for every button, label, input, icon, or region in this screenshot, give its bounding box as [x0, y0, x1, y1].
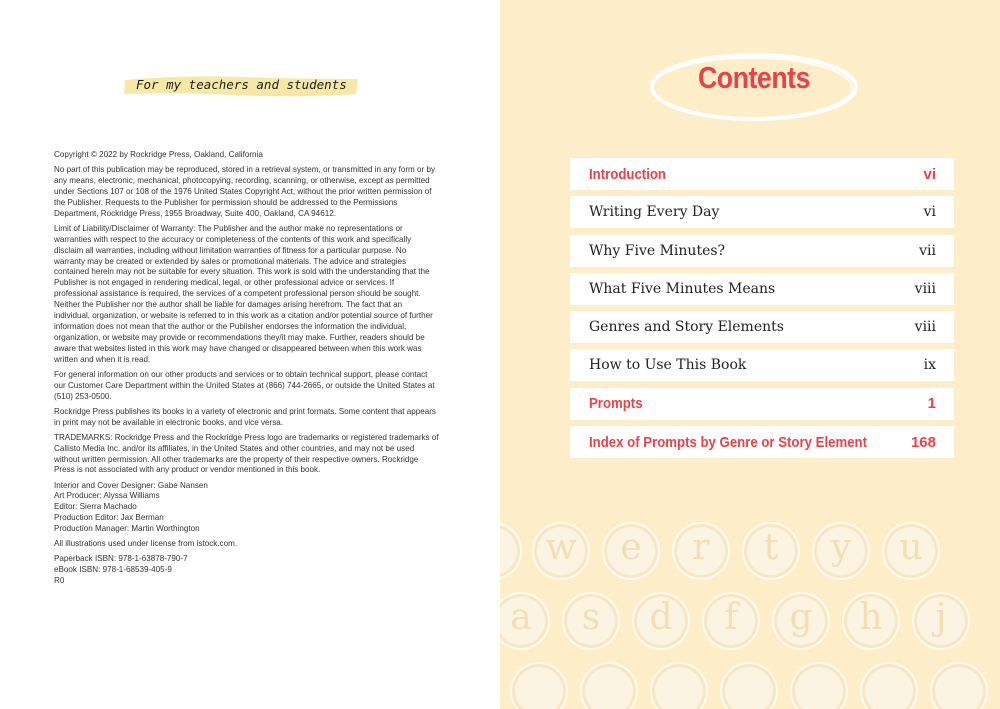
toc-label: Introduction [589, 165, 666, 183]
typewriter-key: h [842, 592, 900, 650]
credit-line: Interior and Cover Designer: Gabe Nansen [54, 480, 208, 490]
page-title: Contents [697, 60, 811, 95]
formats-notice: Rockridge Press publishes its books in a variety of electronic and print formats. Some content that appears in print may not be available in electronic books, and vice versa. [54, 406, 436, 427]
copyright-line: Copyright © 2022 by Rockridge Press, Oakland, California [54, 150, 263, 159]
toc-entry-how-to-use-this-book[interactable] [570, 349, 954, 381]
reproduction-notice: No part of this publication may be reproduced, stored in a retrieval system, or transmitted in any form or by any means, electronic, mechanical, photocopying, recording, scanning, or otherwise, except as permitted under Sections 107 or 108 of the 1976 United States Copyright Act, without the prior written permission of the Publisher. Requests to the Publisher for permission should be addressed to the Permissions Department, Rockridge Press, 1955 Broadway, Suite 400, Oakland, CA 94612. [54, 165, 436, 218]
toc-label: Index of Prompts by Genre or Story Element [589, 433, 867, 451]
typewriter-key: u [882, 522, 940, 580]
general-info: For general information on our other products and services or to obtain technical support, please contact our Customer Care Department within the United States at (866) 744-2665, or outside the United States at (510) 253-0500. [54, 369, 435, 401]
toc-page-number: vi [923, 165, 936, 183]
typewriter-key: w [532, 522, 590, 580]
toc-page-number: ix [923, 357, 936, 374]
toc-page-number: vi [923, 204, 936, 221]
toc-label: What Five Minutes Means [589, 280, 776, 297]
contents-page [500, 0, 1000, 709]
credit-line: Production Manager: Martin Worthington [54, 524, 200, 534]
toc-entry-what-five-minutes-means[interactable] [570, 273, 954, 305]
credit-line: Editor: Sierra Machado [54, 502, 137, 512]
dedication-banner [122, 73, 360, 99]
trademarks-notice: TRADEMARKS: Rockridge Press and the Rockridge Press logo are trademarks or registered trademarks of Callisto Media Inc. and/or its affiliates, in the United States and other countries, and may not be used without written permission. All other trademarks are the property of their respective owners. Rockridge Press is not associated with any product or vendor mentioned in this book. [54, 432, 439, 475]
table-of-contents [570, 158, 954, 464]
isbn-line: eBook ISBN: 978-1-68539-405-9 [54, 565, 172, 575]
typewriter-key: y [812, 522, 870, 580]
typewriter-keys-decoration [500, 520, 1000, 709]
toc-label: Genres and Story Elements [589, 319, 784, 336]
typewriter-key [930, 662, 988, 709]
toc-page-number: vii [919, 242, 936, 259]
typewriter-key [500, 522, 522, 580]
liability-disclaimer: Limit of Liability/Disclaimer of Warranty: The Publisher and the author make no representations or warranties with respect to the accuracy or completeness of the contents of this work and specifically disclaim all warranties, including without limitation warranties of fitness for a particular purpose. No warranty may be created or extended by sales or promotional materials. The advice and strategies contained herein may not be suitable for every situation. This work is sold with the understanding that the Publisher is not engaged in rendering medical, legal, or other professional advice or services. If professional assistance is required, the services of a competent professional person should be sought. Neither the Publisher nor the author shall be liable for damages arising herefrom. The fact that an individual, organization, or website is referred to in this work as a citation and/or potential source of further information does not mean that the author or the Publisher endorses the information the individual, organization, or website may provide or recommendations they/it may make. Further, readers should be aware that websites listed in this work may have changed or disappeared between when this work was written and when it is read. [54, 223, 433, 364]
toc-label: Why Five Minutes? [589, 242, 726, 259]
typewriter-key: a [500, 592, 550, 650]
dedication-text: For my teachers and students [136, 77, 347, 92]
toc-page-number: viii [914, 280, 936, 297]
credit-line: Art Producer: Alyssa Williams [54, 491, 160, 501]
isbn-list [54, 554, 439, 587]
typewriter-key: d [632, 592, 690, 650]
typewriter-key [790, 662, 848, 709]
credit-line: Production Editor: Jax Berman [54, 513, 164, 523]
isbn-line: Paperback ISBN: 978-1-63878-790-7 [54, 554, 188, 564]
toc-entry-why-five-minutes[interactable] [570, 235, 954, 267]
credits-list [54, 481, 439, 536]
toc-label: Writing Every Day [589, 204, 720, 221]
contents-title-badge [648, 50, 860, 124]
typewriter-key [860, 662, 918, 709]
typewriter-key: f [702, 592, 760, 650]
toc-page-number: 168 [910, 433, 936, 451]
toc-label: How to Use This Book [589, 357, 747, 374]
typewriter-key: r [672, 522, 730, 580]
isbn-line: R0 [54, 576, 65, 586]
typewriter-key [720, 662, 778, 709]
toc-entry-genres-and-story-elements[interactable] [570, 311, 954, 343]
copyright-block [54, 150, 439, 587]
toc-page-number: viii [914, 319, 936, 336]
typewriter-key [650, 662, 708, 709]
toc-entry-introduction[interactable] [570, 158, 954, 190]
toc-label: Prompts [589, 395, 643, 413]
toc-entry-writing-every-day[interactable] [570, 196, 954, 228]
illustrations-credit: All illustrations used under license from istock.com. [54, 539, 238, 549]
typewriter-key: s [562, 592, 620, 650]
typewriter-key: e [602, 522, 660, 580]
typewriter-key: j [912, 592, 970, 650]
typewriter-key: g [772, 592, 830, 650]
toc-page-number: 1 [927, 395, 936, 413]
toc-entry-index-of-prompts[interactable] [570, 426, 954, 458]
typewriter-key [580, 662, 638, 709]
toc-entry-prompts[interactable] [570, 388, 954, 420]
typewriter-key [510, 662, 568, 709]
typewriter-key: t [742, 522, 800, 580]
